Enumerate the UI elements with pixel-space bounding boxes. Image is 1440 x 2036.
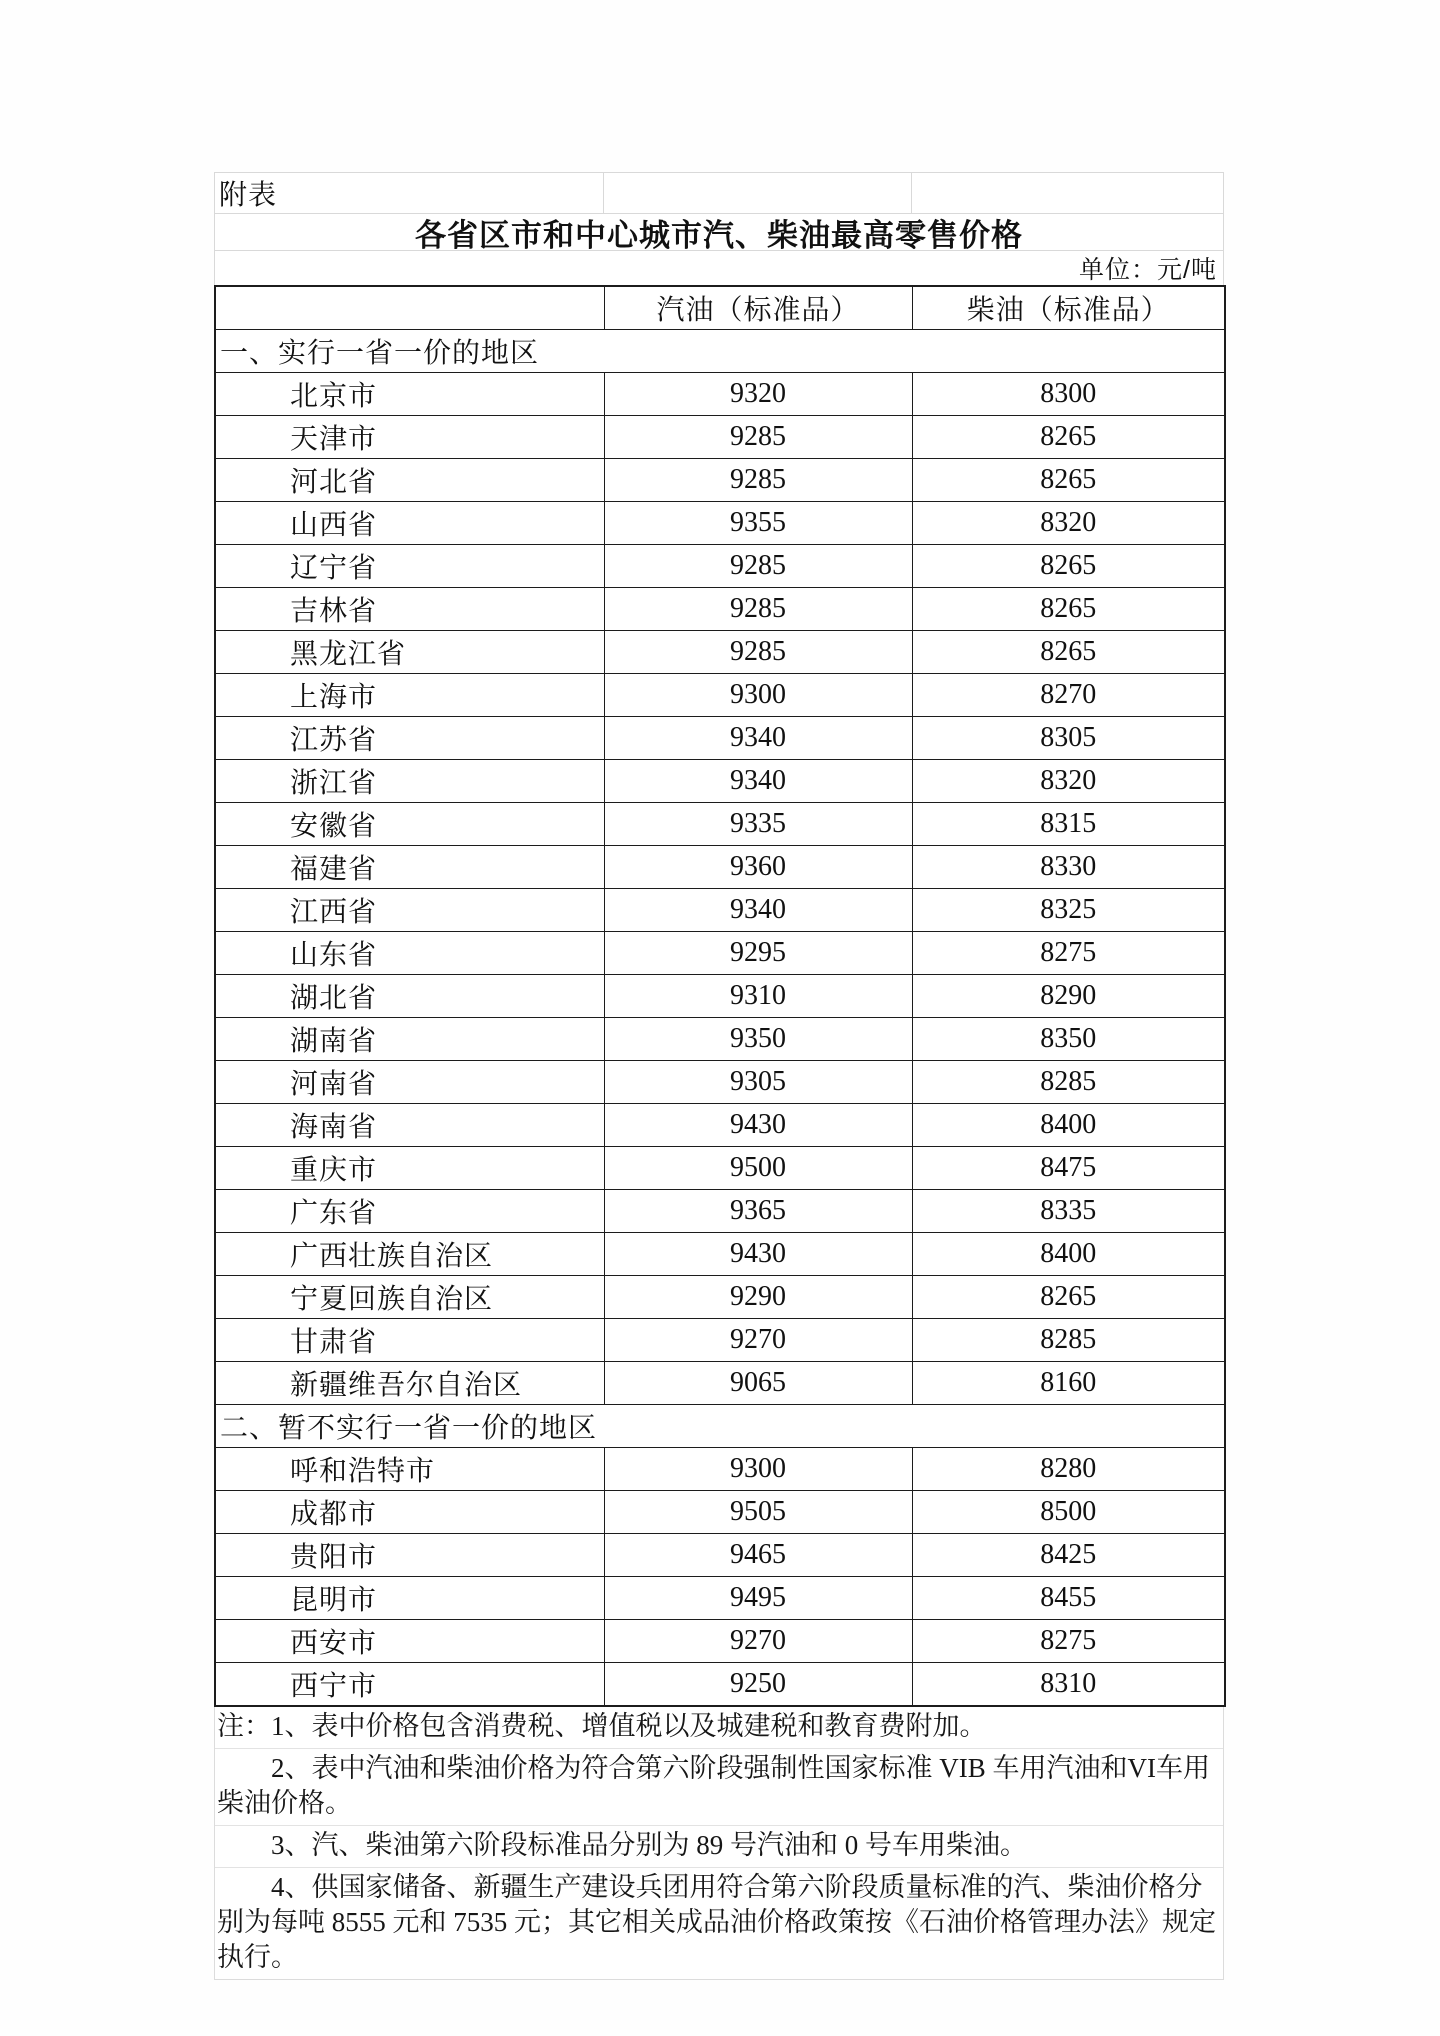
gasoline-price: 9285 xyxy=(604,416,912,459)
region-name: 上海市 xyxy=(215,674,604,717)
region-name: 安徽省 xyxy=(215,803,604,846)
price-row xyxy=(215,932,1225,975)
region-name: 西宁市 xyxy=(215,1663,604,1707)
diesel-price: 8320 xyxy=(912,760,1225,803)
gasoline-price: 9360 xyxy=(604,846,912,889)
diesel-price: 8325 xyxy=(912,889,1225,932)
region-name: 河北省 xyxy=(215,459,604,502)
diesel-price: 8400 xyxy=(912,1233,1225,1276)
diesel-price: 8280 xyxy=(912,1448,1225,1491)
section-label: 二、暂不实行一省一价的地区 xyxy=(215,1405,1225,1448)
diesel-price: 8265 xyxy=(912,1276,1225,1319)
diesel-price: 8425 xyxy=(912,1534,1225,1577)
note-4: 4、供国家储备、新疆生产建设兵团用符合第六阶段质量标准的汽、柴油价格分别为每吨 8555 元和 7535 元；其它相关成品油价格政策按《石油价格管理办法》规定执行。 xyxy=(217,1872,1216,1972)
diesel-price: 8320 xyxy=(912,502,1225,545)
price-row xyxy=(215,502,1225,545)
gasoline-price: 9430 xyxy=(604,1104,912,1147)
gasoline-price: 9270 xyxy=(604,1620,912,1663)
price-row xyxy=(215,373,1225,416)
diesel-price: 8275 xyxy=(912,1620,1225,1663)
region-name: 辽宁省 xyxy=(215,545,604,588)
price-row xyxy=(215,975,1225,1018)
page-title: 各省区市和中心城市汽、柴油最高零售价格 xyxy=(415,217,1023,253)
gasoline-price: 9310 xyxy=(604,975,912,1018)
gasoline-price: 9365 xyxy=(604,1190,912,1233)
section-header-row xyxy=(215,330,1225,373)
price-table-head xyxy=(215,286,1225,330)
gasoline-price: 9300 xyxy=(604,1448,912,1491)
gasoline-price: 9285 xyxy=(604,588,912,631)
price-row xyxy=(215,1577,1225,1620)
region-name: 山东省 xyxy=(215,932,604,975)
price-row xyxy=(215,674,1225,717)
price-row xyxy=(215,1061,1225,1104)
note-2: 2、表中汽油和柴油价格为符合第六阶段强制性国家标准 VIB 车用汽油和VI车用柴油价格。 xyxy=(215,1749,1223,1826)
price-row xyxy=(215,1534,1225,1577)
price-table xyxy=(214,285,1226,1707)
region-name: 西安市 xyxy=(215,1620,604,1663)
price-document xyxy=(214,172,1224,1980)
title-row xyxy=(215,214,1223,251)
price-row xyxy=(215,588,1225,631)
diesel-price: 8350 xyxy=(912,1018,1225,1061)
diesel-price: 8310 xyxy=(912,1663,1225,1707)
price-row xyxy=(215,846,1225,889)
gasoline-price: 9305 xyxy=(604,1061,912,1104)
region-column-header xyxy=(215,286,604,330)
region-name: 江西省 xyxy=(215,889,604,932)
gasoline-price: 9465 xyxy=(604,1534,912,1577)
diesel-price: 8265 xyxy=(912,416,1225,459)
document-header-block xyxy=(214,172,1224,285)
region-name: 广西壮族自治区 xyxy=(215,1233,604,1276)
diesel-price: 8455 xyxy=(912,1577,1225,1620)
attachment-empty-cell-1 xyxy=(604,173,912,213)
region-name: 浙江省 xyxy=(215,760,604,803)
region-name: 海南省 xyxy=(215,1104,604,1147)
diesel-price: 8400 xyxy=(912,1104,1225,1147)
price-row xyxy=(215,1104,1225,1147)
notes-block xyxy=(214,1707,1224,1980)
gasoline-price: 9285 xyxy=(604,545,912,588)
price-row xyxy=(215,1362,1225,1405)
note-1: 注：1、表中价格包含消费税、增值税以及城建税和教育费附加。 xyxy=(215,1707,1223,1749)
attachment-label: 附表 xyxy=(219,179,278,210)
region-name: 广东省 xyxy=(215,1190,604,1233)
attachment-row xyxy=(215,173,1223,214)
attachment-empty-cell-2 xyxy=(912,173,1223,213)
diesel-price: 8265 xyxy=(912,545,1225,588)
unit-row xyxy=(215,251,1223,285)
gasoline-price: 9335 xyxy=(604,803,912,846)
gasoline-price: 9320 xyxy=(604,373,912,416)
gasoline-price: 9340 xyxy=(604,889,912,932)
gasoline-price: 9290 xyxy=(604,1276,912,1319)
region-name: 湖北省 xyxy=(215,975,604,1018)
diesel-price: 8265 xyxy=(912,588,1225,631)
diesel-price: 8285 xyxy=(912,1319,1225,1362)
diesel-price: 8290 xyxy=(912,975,1225,1018)
price-row xyxy=(215,1620,1225,1663)
gasoline-price: 9495 xyxy=(604,1577,912,1620)
price-row xyxy=(215,717,1225,760)
region-name: 天津市 xyxy=(215,416,604,459)
region-name: 贵阳市 xyxy=(215,1534,604,1577)
region-name: 昆明市 xyxy=(215,1577,604,1620)
gasoline-price: 9285 xyxy=(604,631,912,674)
region-name: 呼和浩特市 xyxy=(215,1448,604,1491)
note-3: 3、汽、柴油第六阶段标准品分别为 89 号汽油和 0 号车用柴油。 xyxy=(215,1826,1223,1868)
region-name: 北京市 xyxy=(215,373,604,416)
diesel-price: 8500 xyxy=(912,1491,1225,1534)
attachment-cell xyxy=(215,173,604,213)
gasoline-price: 9500 xyxy=(604,1147,912,1190)
price-table-body xyxy=(215,330,1225,1707)
price-row xyxy=(215,1491,1225,1534)
gasoline-column-header: 汽油（标准品） xyxy=(604,286,912,330)
price-row xyxy=(215,1233,1225,1276)
diesel-column-header: 柴油（标准品） xyxy=(912,286,1225,330)
price-row xyxy=(215,803,1225,846)
region-name: 吉林省 xyxy=(215,588,604,631)
region-name: 江苏省 xyxy=(215,717,604,760)
price-row xyxy=(215,1190,1225,1233)
gasoline-price: 9285 xyxy=(604,459,912,502)
diesel-price: 8270 xyxy=(912,674,1225,717)
gasoline-price: 9250 xyxy=(604,1663,912,1707)
section-label: 一、实行一省一价的地区 xyxy=(215,330,1225,373)
gasoline-price: 9270 xyxy=(604,1319,912,1362)
price-row xyxy=(215,1018,1225,1061)
region-name: 福建省 xyxy=(215,846,604,889)
diesel-price: 8315 xyxy=(912,803,1225,846)
diesel-price: 8265 xyxy=(912,459,1225,502)
gasoline-price: 9430 xyxy=(604,1233,912,1276)
gasoline-price: 9065 xyxy=(604,1362,912,1405)
price-row xyxy=(215,459,1225,502)
unit-note: 单位：元/吨 xyxy=(1079,256,1217,284)
gasoline-price: 9300 xyxy=(604,674,912,717)
region-name: 甘肃省 xyxy=(215,1319,604,1362)
diesel-price: 8335 xyxy=(912,1190,1225,1233)
price-row xyxy=(215,545,1225,588)
price-row xyxy=(215,1663,1225,1707)
region-name: 成都市 xyxy=(215,1491,604,1534)
region-name: 新疆维吾尔自治区 xyxy=(215,1362,604,1405)
gasoline-price: 9350 xyxy=(604,1018,912,1061)
region-name: 河南省 xyxy=(215,1061,604,1104)
diesel-price: 8285 xyxy=(912,1061,1225,1104)
price-row xyxy=(215,1147,1225,1190)
price-row xyxy=(215,889,1225,932)
diesel-price: 8160 xyxy=(912,1362,1225,1405)
price-row xyxy=(215,1448,1225,1491)
region-name: 宁夏回族自治区 xyxy=(215,1276,604,1319)
price-row xyxy=(215,416,1225,459)
price-row xyxy=(215,1319,1225,1362)
price-row xyxy=(215,760,1225,803)
column-header-row xyxy=(215,286,1225,330)
diesel-price: 8300 xyxy=(912,373,1225,416)
region-name: 重庆市 xyxy=(215,1147,604,1190)
gasoline-price: 9340 xyxy=(604,760,912,803)
region-name: 黑龙江省 xyxy=(215,631,604,674)
gasoline-price: 9295 xyxy=(604,932,912,975)
diesel-price: 8305 xyxy=(912,717,1225,760)
region-name: 山西省 xyxy=(215,502,604,545)
gasoline-price: 9505 xyxy=(604,1491,912,1534)
gasoline-price: 9355 xyxy=(604,502,912,545)
price-row xyxy=(215,1276,1225,1319)
region-name: 湖南省 xyxy=(215,1018,604,1061)
diesel-price: 8475 xyxy=(912,1147,1225,1190)
diesel-price: 8330 xyxy=(912,846,1225,889)
price-row xyxy=(215,631,1225,674)
diesel-price: 8265 xyxy=(912,631,1225,674)
gasoline-price: 9340 xyxy=(604,717,912,760)
diesel-price: 8275 xyxy=(912,932,1225,975)
section-header-row xyxy=(215,1405,1225,1448)
